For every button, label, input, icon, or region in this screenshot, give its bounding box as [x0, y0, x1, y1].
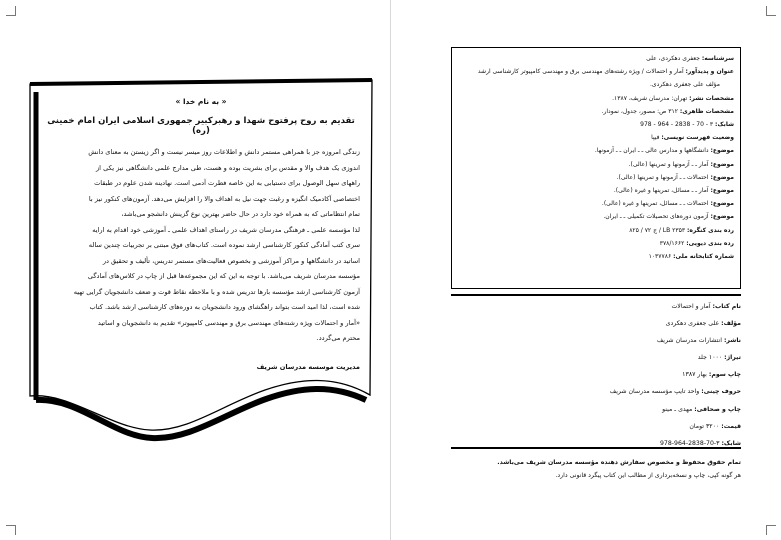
crop-mark — [766, 6, 776, 16]
catalog-row — [458, 105, 734, 118]
catalog-record — [451, 47, 741, 289]
catalog-row — [458, 237, 734, 250]
publication-value: علی جعفری دهکردی — [665, 320, 722, 328]
publication-value: مهدی ـ مینو — [662, 405, 695, 413]
catalog-row — [458, 197, 734, 210]
catalog-value: آمار ـ ـ مسائل، تمرینها و غیره (عالی). — [613, 187, 711, 195]
publication-label: ناشر: — [723, 337, 741, 345]
publication-row — [455, 298, 741, 315]
catalog-row — [458, 171, 734, 184]
catalog-label: موضوع: — [710, 173, 734, 181]
publication-label: مؤلف: — [721, 320, 741, 328]
preface-line: زندگی امروزه جز با همراهی مستمر دانش و اطلاعات روز میسر نیست و اگر زیستن به معنای دانش — [88, 148, 360, 156]
catalog-label: رده بندی دیویی: — [686, 239, 734, 247]
catalog-row — [458, 224, 734, 237]
catalog-value: تهران: مدرسان شریف، ۱۳۸۷. — [612, 94, 690, 102]
copyright-line: تمام حقوق محفوظ و مخصوص سفارش دهنده مؤسسه مدرسان شریف می‌باشد. — [497, 459, 741, 466]
publication-row — [455, 418, 741, 435]
catalog-value: فیپا — [651, 134, 662, 142]
catalog-row — [458, 78, 734, 91]
publication-row — [455, 383, 741, 400]
preface-line: لذا مؤسسه علمی ـ فرهنگی مدرسان شریف در راستای اهداف علمی ـ آموزشی خود اقدام به ارایه — [92, 225, 360, 234]
publication-value: واحد تایپ مؤسسه مدرسان شریف — [609, 388, 702, 396]
publication-row — [455, 349, 741, 366]
catalog-row — [458, 210, 734, 223]
preface-line: اختصاصی آکادمیک انگیزه و رغبت جهت نیل به اهداف والا را افزایش می‌دهد. آزمون‌های کنکور نیز با — [88, 194, 360, 203]
rule-top — [451, 294, 741, 296]
preface-line: آزمون کارشناسی ارشد مؤسسه بارها تدریس شده و با ملاحظه نقاط قوت و ضعف دانشجویان گرایی تهیه — [73, 287, 360, 296]
publication-row — [455, 366, 741, 383]
catalog-label: مشخصات نشر: — [689, 94, 734, 102]
preface-line: مؤسسه مدرسان شریف می‌باشد. با توجه به این که این مجموعه‌ها قبل از چاپ در کلاس‌های آمادگی — [87, 272, 360, 280]
catalog-label: سرشناسه: — [701, 55, 734, 62]
catalog-value: احتمالات ـ ـ آزمونها و تمرینها (عالی). — [616, 173, 711, 181]
page-divider — [390, 0, 391, 540]
frame-top-shadow — [30, 80, 372, 84]
publication-row — [455, 401, 741, 418]
preface-line: شده است، لذا امید است بتواند راهگشای ورود دانشجویان به دوره‌های کارشناسی ارشد باشد. کتاب — [89, 303, 360, 311]
catalog-value: مؤلف علی جعفری دهکردی. — [649, 81, 720, 89]
publication-label: چاپ و صحافی: — [694, 405, 741, 413]
copyright-line: هر گونه کپی، چاپ و نسخه‌برداری از مطالب این کتاب پیگرد قانونی دارد. — [555, 472, 741, 479]
publication-label: شابک: — [721, 439, 741, 447]
preface-body — [42, 145, 360, 347]
rule-bottom — [451, 447, 741, 449]
preface-line: تمام انتظاماتی که به همراه خود دارد در حال حاضر بهترین نوع گزینش دانشجو می‌باشد، — [121, 210, 360, 218]
catalog-label: موضوع: — [710, 160, 734, 168]
copyright-notice — [455, 456, 741, 482]
preface-title: تقدیم به روح پرفتوح شهدا و رهبرکبیر جمهوری اسلامی ایران امام خمینی (ره) — [47, 116, 355, 136]
catalog-label: شماره کتابخانه ملی: — [673, 253, 734, 261]
catalog-value: آمار و احتمالات / ویژه رشته‌های مهندسی برق و مهندسی کامپیوتر کارشناسی ارشد — [477, 68, 686, 76]
preface-line: محترم می‌گردد. — [316, 334, 360, 342]
publication-row — [455, 435, 741, 452]
frame-bottom-shadow — [36, 389, 366, 438]
publication-row — [455, 315, 741, 332]
catalog-value: LB ۲۳۵۳ / ج ۷۲ / ۸۲۵ — [629, 226, 687, 234]
crop-mark — [766, 525, 776, 535]
publication-value: انتشارات مدرسان شریف — [656, 337, 724, 345]
catalog-value: ۱۰۳۷۷۸۶ — [648, 253, 674, 261]
catalog-value: ۳۷۸/۱۶۶۲ — [659, 239, 687, 247]
catalog-label: موضوع: — [710, 187, 734, 195]
catalog-label: وضعیت فهرست نویسی: — [661, 134, 734, 142]
catalog-row — [458, 65, 734, 78]
preface-line: سری کتب آمادگی کنکور کارشناسی ارشد نموده است. کتاب‌های فوق مبتنی بر تجربیات چندین ساله — [88, 241, 360, 249]
catalog-row — [458, 250, 734, 263]
catalog-row — [458, 118, 734, 131]
preface-signature: مدیریت موسسه مدرسان شریف — [256, 362, 360, 371]
catalog-value: آزمون دوره‌های تحصیلات تکمیلی ـ ـ ایران. — [603, 213, 711, 221]
publication-value: ۳۲۰۰ تومان — [689, 422, 722, 430]
catalog-row — [458, 144, 734, 157]
preface-heading: « به نام خدا » — [175, 97, 227, 106]
preface — [42, 97, 360, 371]
catalog-row — [458, 92, 734, 105]
catalog-value: ۳ - 70 - 2838 - 964 - 978 — [640, 121, 716, 129]
publication-label: چاپ سوم: — [708, 371, 741, 379]
catalog-label: رده بندی کنگره: — [686, 226, 734, 234]
publication-label: قیمت: — [721, 422, 741, 430]
publication-row — [455, 332, 741, 349]
publication-value: ۳-70-2838-964-978 — [659, 439, 722, 447]
catalog-value: ۳۱۲ ص: مصور، جدول، نمودار. — [601, 107, 680, 115]
catalog-row — [458, 131, 734, 144]
publication-label: تیراژ: — [724, 354, 741, 362]
publication-info — [455, 298, 741, 452]
publication-label: حروف چینی: — [701, 388, 741, 396]
preface-line: اساتید در دانشگاهها و مراکز آموزشی و بخصوص فعالیت‌های مستمر تدریس، تألیف و تحقیق در — [102, 256, 360, 265]
preface-line: راههای سهل الوصول برای دستیابی به این خاصه فطرت آدمی است. نهادینه شدن علوم در طبقات — [94, 179, 360, 187]
catalog-label: موضوع: — [710, 200, 734, 208]
catalog-row — [458, 158, 734, 171]
catalog-row — [458, 184, 734, 197]
catalog-value: جعفری دهکردی، علی — [646, 55, 702, 62]
catalog-label: مشخصات ظاهری: — [679, 107, 734, 115]
catalog-value: دانشگاهها و مدارس عالی ـ ـ ایران ـ ـ آزمونها. — [594, 147, 711, 155]
crop-mark — [6, 6, 16, 16]
catalog-label: شابک: — [715, 121, 734, 129]
publication-value: بهار ۱۳۸۷ — [682, 371, 709, 379]
catalog-value: احتمالات ـ ـ مسائل، تمرینها و غیره (عالی). — [601, 200, 711, 208]
catalog-row — [458, 52, 734, 65]
catalog-label: موضوع: — [710, 147, 734, 155]
catalog-value: آمار ـ ـ آزمونها و تمرینها (عالی). — [628, 160, 711, 168]
catalog-label: عنوان و پدیدآور: — [685, 68, 734, 76]
preface-line: اندوزی یک هدف والا و مقدس برای بشریت بوده و هست، طی مدارج علمی دانشگاهی نیز یکی از — [95, 163, 360, 172]
publication-value: ۱۰۰۰ جلد — [697, 354, 725, 362]
publication-value: آمار و احتمالات — [671, 303, 713, 310]
preface-line: «آمار و احتمالات ویژه رشته‌های مهندسی برق و مهندسی کامپیوتر» تقدیم به دانشجویان و اساتید — [97, 318, 360, 327]
crop-mark — [6, 525, 16, 535]
publication-label: نام کتاب: — [712, 303, 741, 310]
catalog-label: موضوع: — [710, 213, 734, 221]
